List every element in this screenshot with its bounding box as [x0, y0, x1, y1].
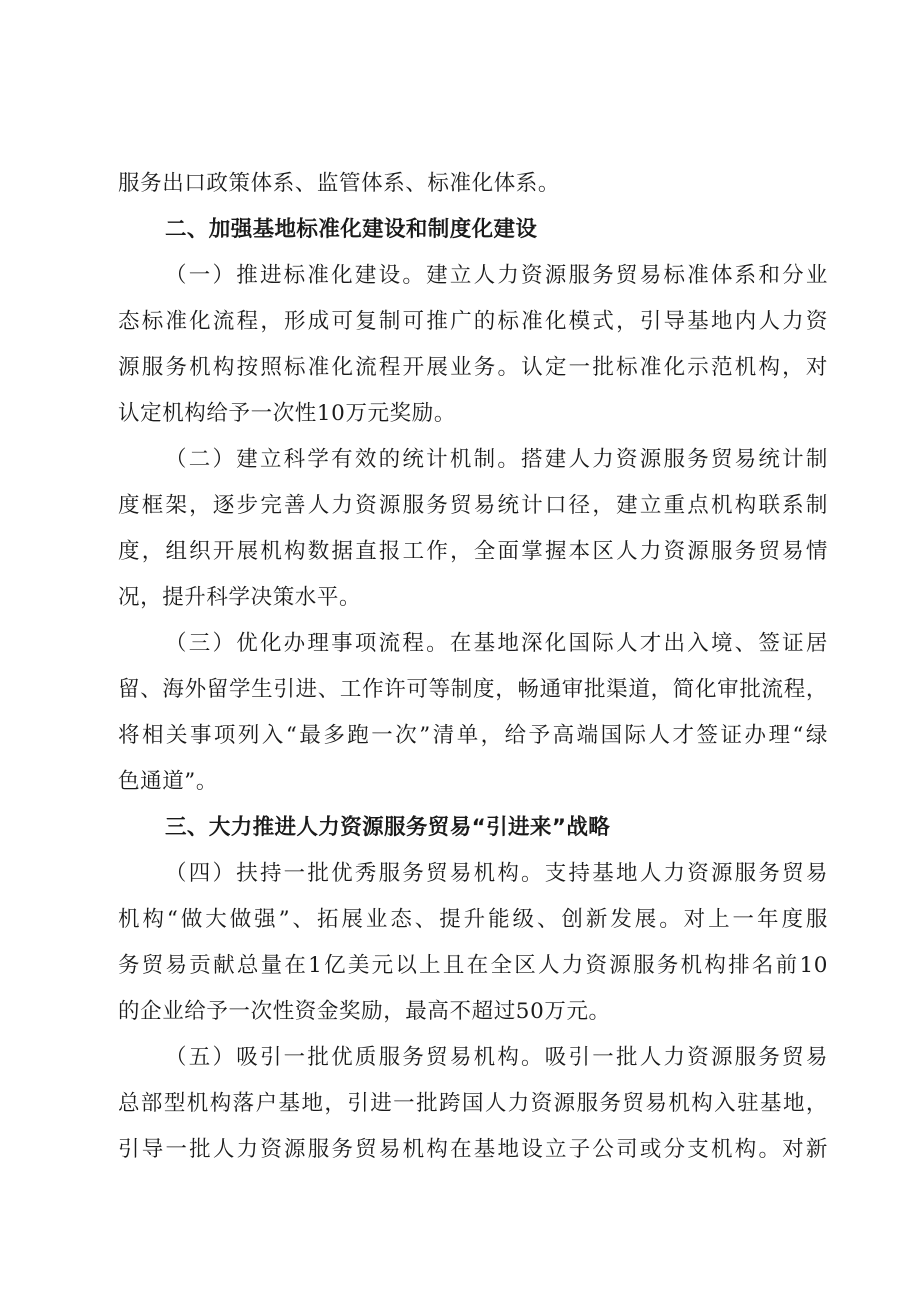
text-line: 引导一批人力资源服务贸易机构在基地设立子公司或分支机构。对新	[118, 1137, 828, 1162]
paragraph-statistics	[118, 437, 828, 621]
text-line: （二）建立科学有效的统计机制。搭建人力资源服务贸易统计制	[165, 447, 828, 472]
text-line: 度框架，逐步完善人力资源服务贸易统计口径，建立重点机构联系制	[118, 493, 828, 518]
text-line: 总部型机构落户基地，引进一批跨国人力资源服务贸易机构入驻基地，	[118, 1091, 828, 1116]
text-line: 况，提升科学决策水平。	[118, 585, 362, 610]
text-line: （五）吸引一批优质服务贸易机构。吸引一批人力资源服务贸易	[165, 1045, 828, 1070]
text-line: 将相关事项列入“最多跑一次”清单，给予高端国际人才签证办理“绿	[118, 723, 828, 748]
paragraph-attract	[118, 1035, 828, 1173]
text-line: 服务出口政策体系、监管体系、标准化体系。	[118, 171, 561, 196]
text-line: 度，组织开展机构数据直报工作，全面掌握本区人力资源服务贸易情	[118, 539, 828, 564]
document-page	[118, 161, 828, 1173]
text-line: 机构“做大做强”、拓展业态、提升能级、创新发展。对上一年度服	[118, 907, 828, 932]
section-heading-2: 二、加强基地标准化建设和制度化建设	[165, 217, 538, 242]
paragraph-process	[118, 621, 828, 805]
text-line: 源服务机构按照标准化流程开展业务。认定一批标准化示范机构，对	[118, 355, 828, 380]
paragraph-standardization	[118, 253, 828, 437]
text-line: 务贸易贡献总量在1亿美元以上且在全区人力资源服务机构排名前10	[118, 953, 828, 978]
text-line: （四）扶持一批优秀服务贸易机构。支持基地人力资源服务贸易	[165, 861, 828, 886]
text-line: 认定机构给予一次性10万元奖励。	[118, 401, 456, 426]
text-line: 留、海外留学生引进、工作许可等制度，畅通审批渠道，简化审批流程，	[118, 677, 828, 702]
text-line: （三）优化办理事项流程。在基地深化国际人才出入境、签证居	[165, 631, 828, 656]
text-line: 态标准化流程，形成可复制可推广的标准化模式，引导基地内人力资	[118, 309, 828, 334]
text-line: 的企业给予一次性资金奖励，最高不超过50万元。	[118, 999, 611, 1024]
paragraph-support	[118, 851, 828, 1035]
text-line: （一）推进标准化建设。建立人力资源服务贸易标准体系和分业	[165, 263, 828, 288]
text-line: 色通道”。	[118, 769, 218, 794]
section-heading-3: 三、大力推进人力资源服务贸易“引进来”战略	[165, 815, 611, 840]
